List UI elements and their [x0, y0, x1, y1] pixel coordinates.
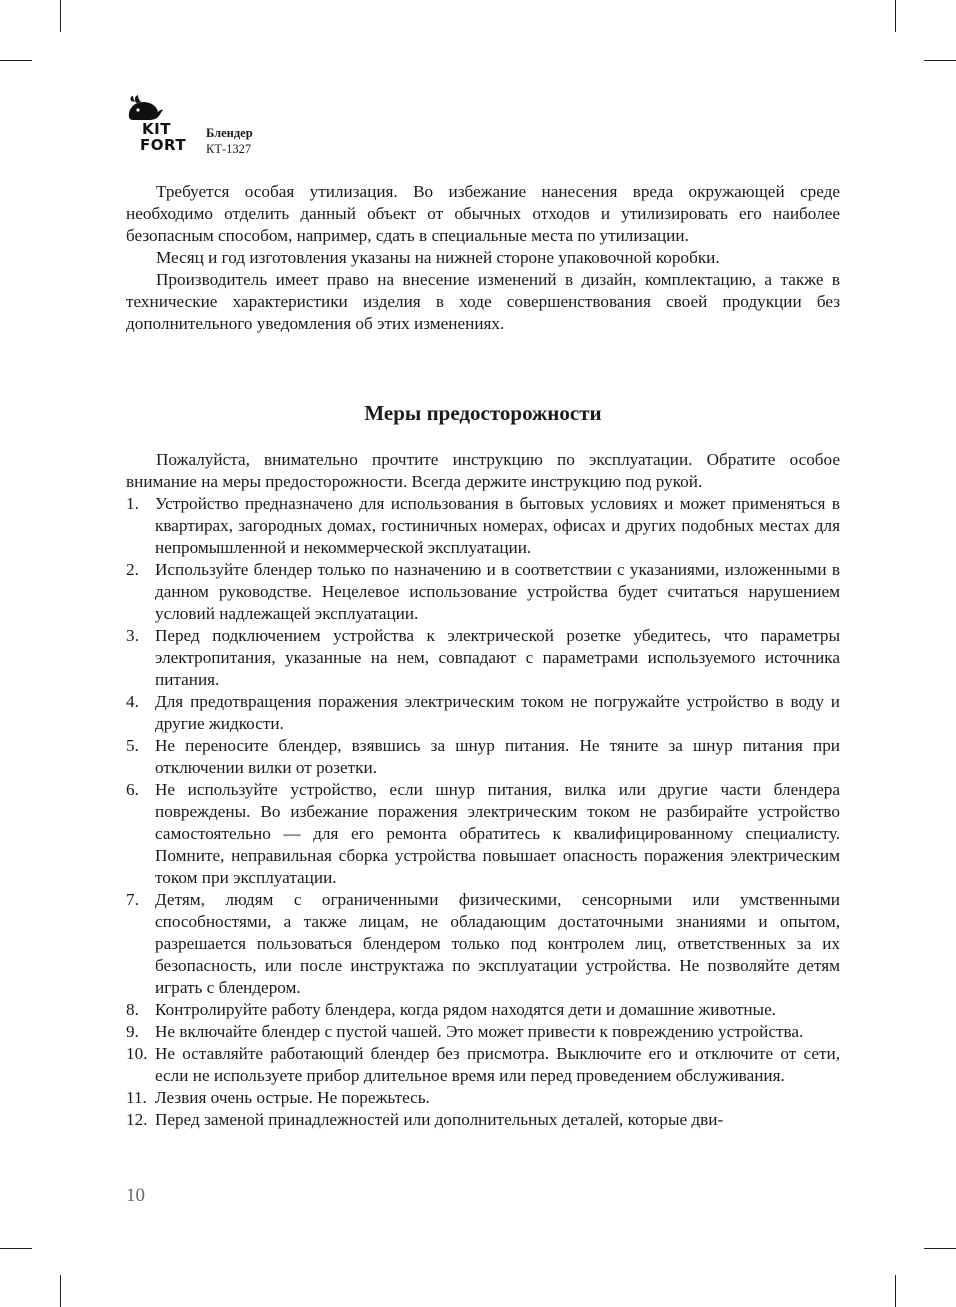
item-number: 11.: [126, 1088, 147, 1107]
product-header: [206, 125, 253, 157]
precautions-list: [126, 493, 840, 1131]
item-text: Не оставляйте работающий блендер без присмотра. Выключите его и отключите от сети, если не используете прибор длительное время или перед проведением обслуживания.: [155, 1044, 840, 1085]
item-number: 10.: [126, 1044, 148, 1063]
list-item: [126, 1043, 840, 1087]
item-number: 1.: [126, 494, 139, 513]
intro-paragraph: Производитель имеет право на внесение изменений в дизайн, комплектацию, а также в технические характеристики изделия в ходе совершенствования своей продукции без дополнительного уведомления об этих изменениях.: [126, 270, 840, 333]
list-item: [126, 889, 840, 999]
item-number: 9.: [126, 1022, 139, 1041]
item-number: 8.: [126, 1000, 139, 1019]
item-text: Для предотвращения поражения электрическим током не погружайте устройство в воду и другие жидкости.: [155, 692, 840, 733]
crop-mark-top-left: [60, 0, 61, 32]
item-text: Контролируйте работу блендера, когда рядом находятся дети и домашние животные.: [155, 1000, 777, 1019]
logo-text-fort: FORT: [140, 136, 187, 154]
list-item: [126, 779, 840, 889]
item-text: Не переносите блендер, взявшись за шнур питания. Не тяните за шнур питания при отключении вилки от розетки.: [155, 736, 840, 777]
list-item: [126, 625, 840, 691]
crop-mark-top-right-h: [924, 60, 956, 61]
section-title: Меры предосторожности: [364, 401, 602, 425]
product-name: Блендер: [206, 126, 253, 140]
item-text: Используйте блендер только по назначению и в соответствии с указаниями, изложенными в данном руководстве. Нецелевое использование устройства будет считаться нарушением условий надлежащей эксплуатации.: [155, 560, 840, 623]
list-item: [126, 1087, 840, 1109]
whale-icon: [126, 95, 164, 121]
list-item: [126, 559, 840, 625]
item-number: 5.: [126, 736, 139, 755]
page-content: [126, 181, 840, 1131]
crop-mark-bottom-right: [895, 1275, 896, 1307]
item-text: Устройство предназначено для использования в бытовых условиях и может применяться в квартирах, загородных домах, гостиничных номерах, офисах и других подобных местах для непромышленной и некоммерческой эксплуатации.: [155, 494, 840, 557]
item-number: 12.: [126, 1110, 148, 1129]
item-number: 3.: [126, 626, 139, 645]
logo-text-kit: KIT: [142, 120, 171, 138]
intro-paragraph: Месяц и год изготовления указаны на нижней стороне упаковочной коробки.: [156, 248, 720, 267]
item-number: 4.: [126, 692, 139, 711]
item-text: Перед подключением устройства к электрической розетке убедитесь, что параметры электропитания, указанные на нем, совпадают с параметрами используемого источника питания.: [155, 626, 840, 689]
item-number: 6.: [126, 780, 139, 799]
list-item: [126, 735, 840, 779]
crop-mark-bottom-right-h: [924, 1248, 956, 1249]
item-text: Лезвия очень острые. Не порежьтесь.: [155, 1088, 430, 1107]
intro-paragraph: Требуется особая утилизация. Во избежание нанесения вреда окружающей среде необходимо отделить данный объект от обычных отходов и утилизировать его наиболее безопасным способом, например, сдать в специальные места по утилизации.: [126, 182, 840, 245]
item-number: 7.: [126, 890, 139, 909]
item-text: Детям, людям с ограниченными физическими, сенсорными или умственными способностями, а также лицам, не обладающим достаточными знаниями и опытом, разрешается пользоваться блендером только под контролем лиц, ответственных за их безопасность, или после инструктажа по эксплуатации устройства. Не позволяйте детям играть с блендером.: [155, 890, 840, 997]
crop-mark-top-right: [895, 0, 896, 32]
item-text: Не используйте устройство, если шнур питания, вилка или другие части блендера повреждены. Во избежание поражения электрическим током не разбирайте устройство самостоятельно — для его ремонта обратитесь к квалифицированному специалисту. Помните, неправильная сборка устройства повышает опасность поражения электрическим током при эксплуатации.: [155, 780, 840, 887]
crop-mark-bottom-left: [60, 1275, 61, 1307]
list-item: [126, 493, 840, 559]
item-text: Перед заменой принадлежностей или дополнительных деталей, которые дви-: [155, 1110, 724, 1129]
section-lead: Пожалуйста, внимательно прочтите инструкцию по эксплуатации. Обратите особое внимание на меры предосторожности. Всегда держите инструкцию под рукой.: [126, 450, 840, 491]
list-item: [126, 999, 840, 1021]
brand-logo: [122, 95, 190, 153]
list-item: [126, 1109, 840, 1131]
product-model: КТ-1327: [206, 142, 252, 156]
page-number: 10: [126, 1185, 145, 1206]
crop-mark-top-left-h: [0, 60, 32, 61]
item-text: Не включайте блендер с пустой чашей. Это может привести к повреждению устройства.: [155, 1022, 804, 1041]
item-number: 2.: [126, 560, 139, 579]
list-item: [126, 691, 840, 735]
list-item: [126, 1021, 840, 1043]
crop-mark-bottom-left-h: [0, 1248, 32, 1249]
